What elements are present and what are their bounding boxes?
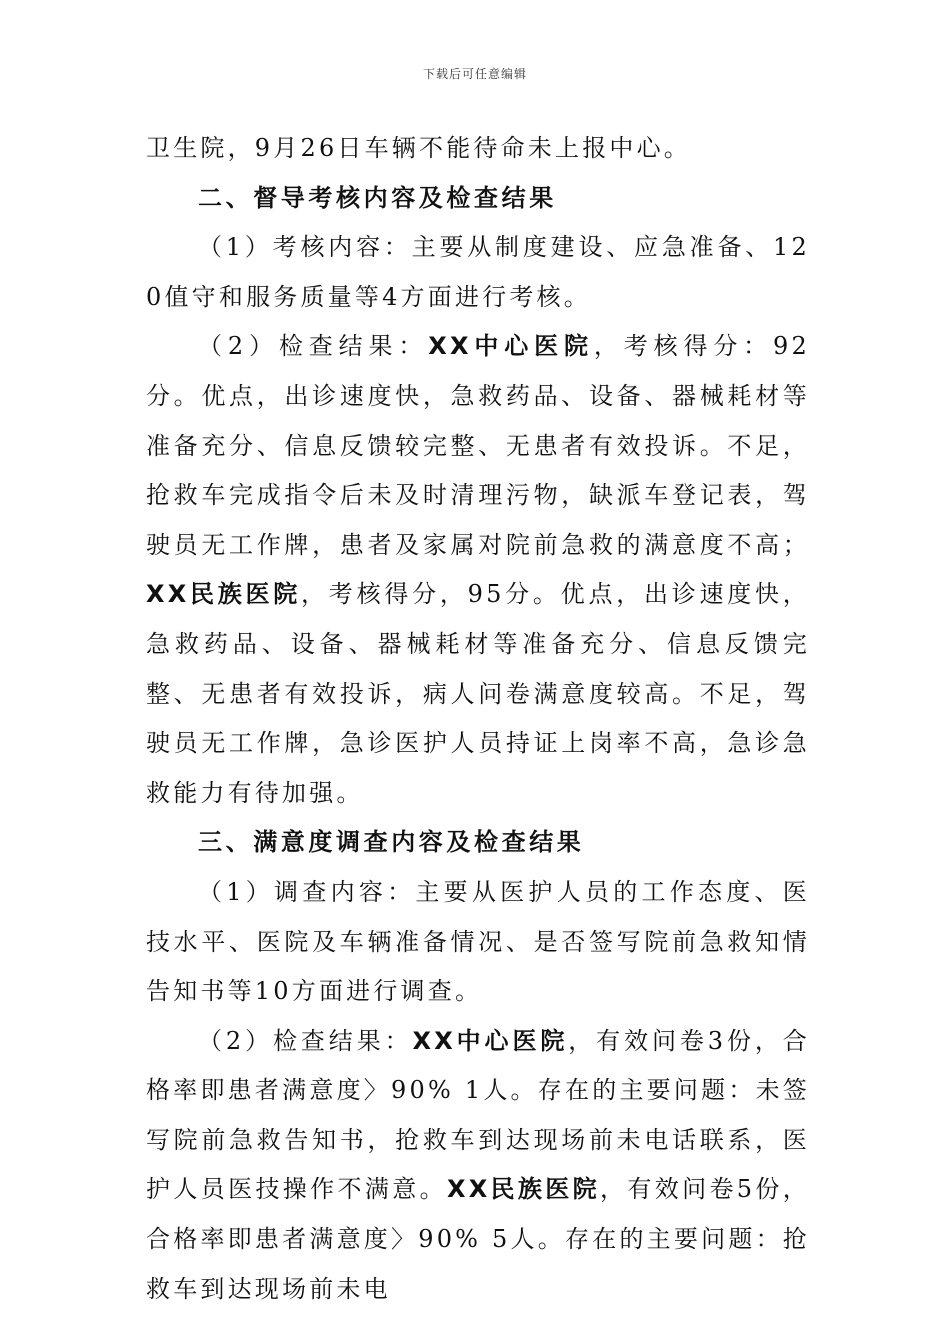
paragraph-assessment-result (146, 322, 810, 818)
result-text-ethnic: ，考核得分，95分。优点，出诊速度快，急救药品、设备、器械耗材等准备充分、信息反馈完整、无患者有效投诉，病人问卷满意度较高。不足，驾驶员无工作牌，急诊医护人员持证上岗率不高，急诊急救能力有待加强。 (146, 580, 810, 807)
result-text-central: ，考核得分：92分。优点，出诊速度快，急救药品、设备、器械耗材等准备充分、信息反馈较完整、无患者有效投诉。不足，抢救车完成指令后未及时清理污物，缺派车登记表，驾驶员无工作牌，患者及家属对院前急救的满意度不高； (146, 332, 810, 559)
survey-text-ethnic: ，有效问卷5份，合格率即患者满意度〉90% 5人。存在的主要问题：抢救车到达现场前未电 (146, 1175, 810, 1303)
paragraph-continuation: 卫生院，9月26日车辆不能待命未上报中心。 (146, 134, 692, 162)
survey-hospital-name-central: XX中心医院 (412, 1026, 569, 1055)
result-prefix: （2）检查结果： (198, 332, 429, 361)
paragraph-assessment-content: （1）考核内容：主要从制度建设、应急准备、120值守和服务质量等4方面进行考核。 (146, 233, 810, 311)
hospital-name-central: XX中心医院 (428, 332, 594, 361)
survey-hospital-name-ethnic: XX民族医院 (446, 1175, 600, 1204)
page-header-note: 下载后可任意编辑 (422, 67, 527, 81)
paragraph-survey-result (146, 1017, 810, 1315)
survey-text-central: ，有效问卷3份，合格率即患者满意度〉90% 1人。存在的主要问题：未签写院前急救告知书，抢救车到达现场前未电话联系，医护人员医技操作不满意。 (146, 1026, 810, 1204)
document-body (146, 124, 810, 1314)
survey-prefix: （2）检查结果： (198, 1026, 413, 1055)
section-heading-3: 三、满意度调查内容及检查结果 (198, 828, 585, 857)
paragraph-survey-content: （1）调查内容：主要从医护人员的工作态度、医技水平、医院及车辆准备情况、是否签写院前急救知情告知书等10方面进行调查。 (146, 877, 810, 1006)
section-heading-2: 二、督导考核内容及检查结果 (198, 183, 557, 212)
hospital-name-ethnic: XX民族医院 (146, 580, 302, 609)
